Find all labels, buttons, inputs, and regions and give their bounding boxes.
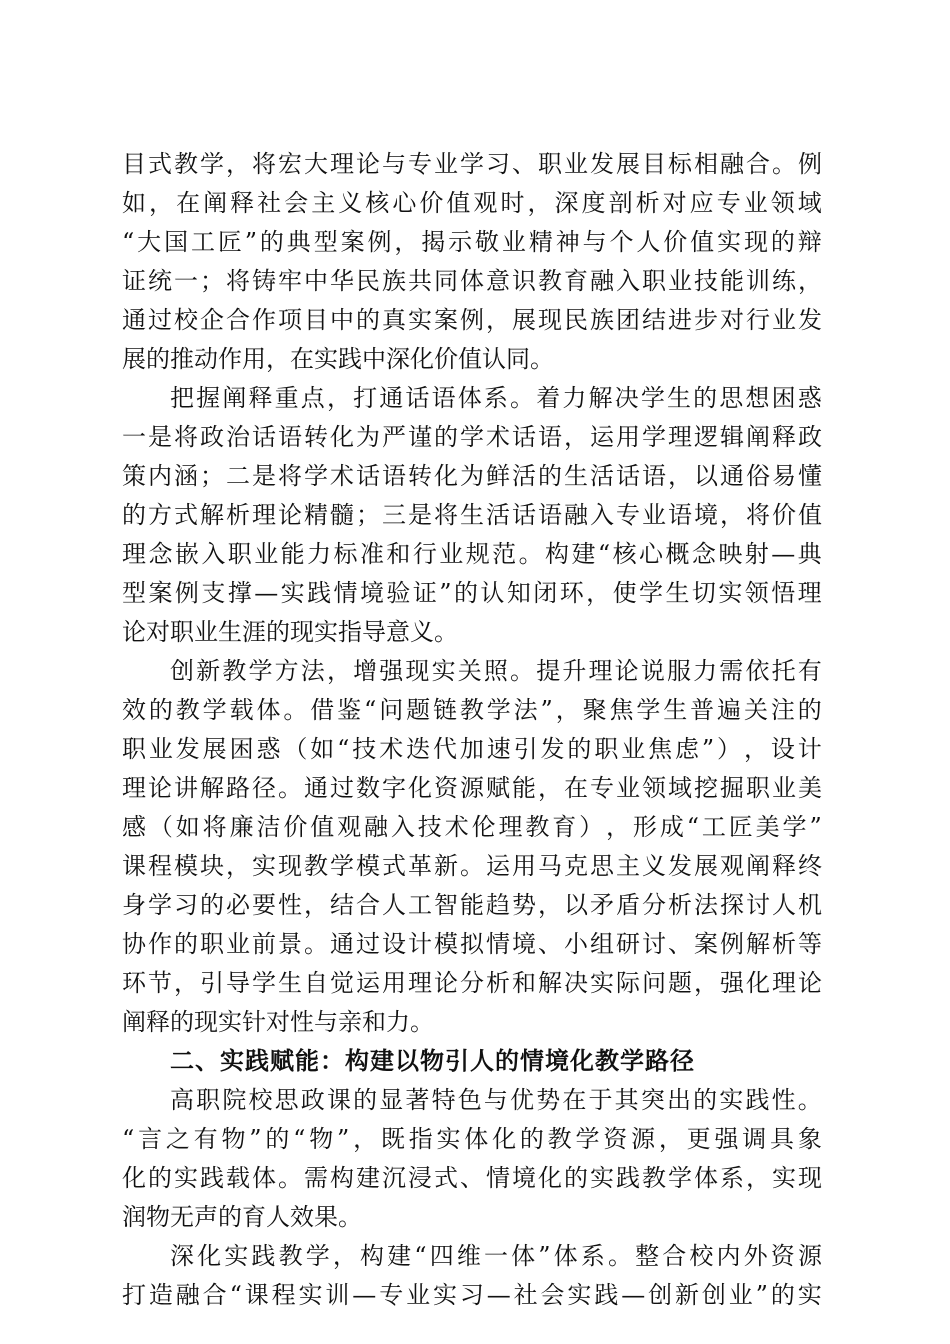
text-line: 创 新 教 学 方 法 ， 增 强 现 实 关 照 。 提 升 理 论 说 服 力 需 依 托 有 xyxy=(170,657,822,685)
text-line: 策 内 涵 ； 二 是 将 学 术 话 语 转 化 为 鲜 活 的 生 活 话 语 ， 以 通 俗 易 懂 xyxy=(122,462,822,490)
text-line: 论对职业生涯的现实指导意义。 xyxy=(122,618,458,646)
text-line: 感 （ 如 将 廉 洁 价 值 观 融 入 技 术 伦 理 教 育 ） ， 形 成 “ 工 匠 美 学 ” xyxy=(122,813,822,841)
text-line: 如 ， 在 阐 释 社 会 主 义 核 心 价 值 观 时 ， 深 度 剖 析 对 应 专 业 领 域 xyxy=(122,189,822,217)
text-line: 阐释的现实针对性与亲和力。 xyxy=(122,1008,434,1036)
text-line: 把 握 阐 释 重 点 ， 打 通 话 语 体 系 。 着 力 解 决 学 生 的 思 想 困 惑 xyxy=(170,384,822,412)
text-line: 化 的 实 践 载 体 。 需 构 建 沉 浸 式 、 情 境 化 的 实 践 教 学 体 系 ， 实 现 xyxy=(122,1164,822,1192)
text-line: 深 化 实 践 教 学 ， 构 建 “ 四 维 一 体 ” 体 系 。 整 合 校 内 外 资 源 xyxy=(170,1242,822,1270)
text-line: 型 案 例 支 撑 — 实 践 情 境 验 证 ” 的 认 知 闭 环 ， 使 学 生 切 实 领 悟 理 xyxy=(122,579,822,607)
text-line: “ 言 之 有 物 ” 的 “ 物 ” ， 既 指 实 体 化 的 教 学 资 源 ， 更 强 调 具 象 xyxy=(122,1125,822,1153)
text-line: 的 方 式 解 析 理 论 精 髓 ； 三 是 将 生 活 话 语 融 入 专 业 语 境 ， 将 价 值 xyxy=(122,501,822,529)
text-line: 课 程 模 块 ， 实 现 教 学 模 式 革 新 。 运 用 马 克 思 主 义 发 展 观 阐 释 终 xyxy=(122,852,822,880)
text-line: 理 论 讲 解 路 径 。 通 过 数 字 化 资 源 赋 能 ， 在 专 业 领 域 挖 掘 职 业 美 xyxy=(122,774,822,802)
text-line: 通 过 校 企 合 作 项 目 中 的 真 实 案 例 ， 展 现 民 族 团 结 进 步 对 行 业 发 xyxy=(122,306,822,334)
text-line: 协 作 的 职 业 前 景 。 通 过 设 计 模 拟 情 境 、 小 组 研 讨 、 案 例 解 析 等 xyxy=(122,930,822,958)
text-line: 环 节 ， 引 导 学 生 自 觉 运 用 理 论 分 析 和 解 决 实 际 问 题 ， 强 化 理 论 xyxy=(122,969,822,997)
text-line: 理 念 嵌 入 职 业 能 力 标 准 和 行 业 规 范 。 构 建 “ 核 心 概 念 映 射 — 典 xyxy=(122,540,822,568)
document-body xyxy=(122,145,822,1315)
text-line: 证 统 一 ； 将 铸 牢 中 华 民 族 共 同 体 意 识 教 育 融 入 职 业 技 能 训 练 ， xyxy=(122,267,822,295)
text-line: 展的推动作用，在实践中深化价值认同。 xyxy=(122,345,554,373)
text-line: 润物无声的育人效果。 xyxy=(122,1203,362,1231)
text-line: 职 业 发 展 困 惑 （ 如 “ 技 术 迭 代 加 速 引 发 的 职 业 焦 虑 ” ） ， 设 计 xyxy=(122,735,822,763)
text-line: 效 的 教 学 载 体 。 借 鉴 “ 问 题 链 教 学 法 ” ， 聚 焦 学 生 普 遍 关 注 的 xyxy=(122,696,822,724)
section-heading: 二、实践赋能：构建以物引人的情境化教学路径 xyxy=(170,1047,695,1075)
text-line: 目 式 教 学 ， 将 宏 大 理 论 与 专 业 学 习 、 职 业 发 展 目 标 相 融 合 。 例 xyxy=(122,150,822,178)
text-line: 高 职 院 校 思 政 课 的 显 著 特 色 与 优 势 在 于 其 突 出 的 实 践 性 。 xyxy=(170,1086,822,1114)
text-line: “ 大 国 工 匠 ” 的 典 型 案 例 ， 揭 示 敬 业 精 神 与 个 人 价 值 实 现 的 辩 xyxy=(122,228,822,256)
text-line: 打 造 融 合 “ 课 程 实 训 — 专 业 实 习 — 社 会 实 践 — 创 新 创 业 ” 的 实 xyxy=(122,1281,822,1309)
text-line: 一 是 将 政 治 话 语 转 化 为 严 谨 的 学 术 话 语 ， 运 用 学 理 逻 辑 阐 释 政 xyxy=(122,423,822,451)
text-line: 身 学 习 的 必 要 性 ， 结 合 人 工 智 能 趋 势 ， 以 矛 盾 分 析 法 探 讨 人 机 xyxy=(122,891,822,919)
